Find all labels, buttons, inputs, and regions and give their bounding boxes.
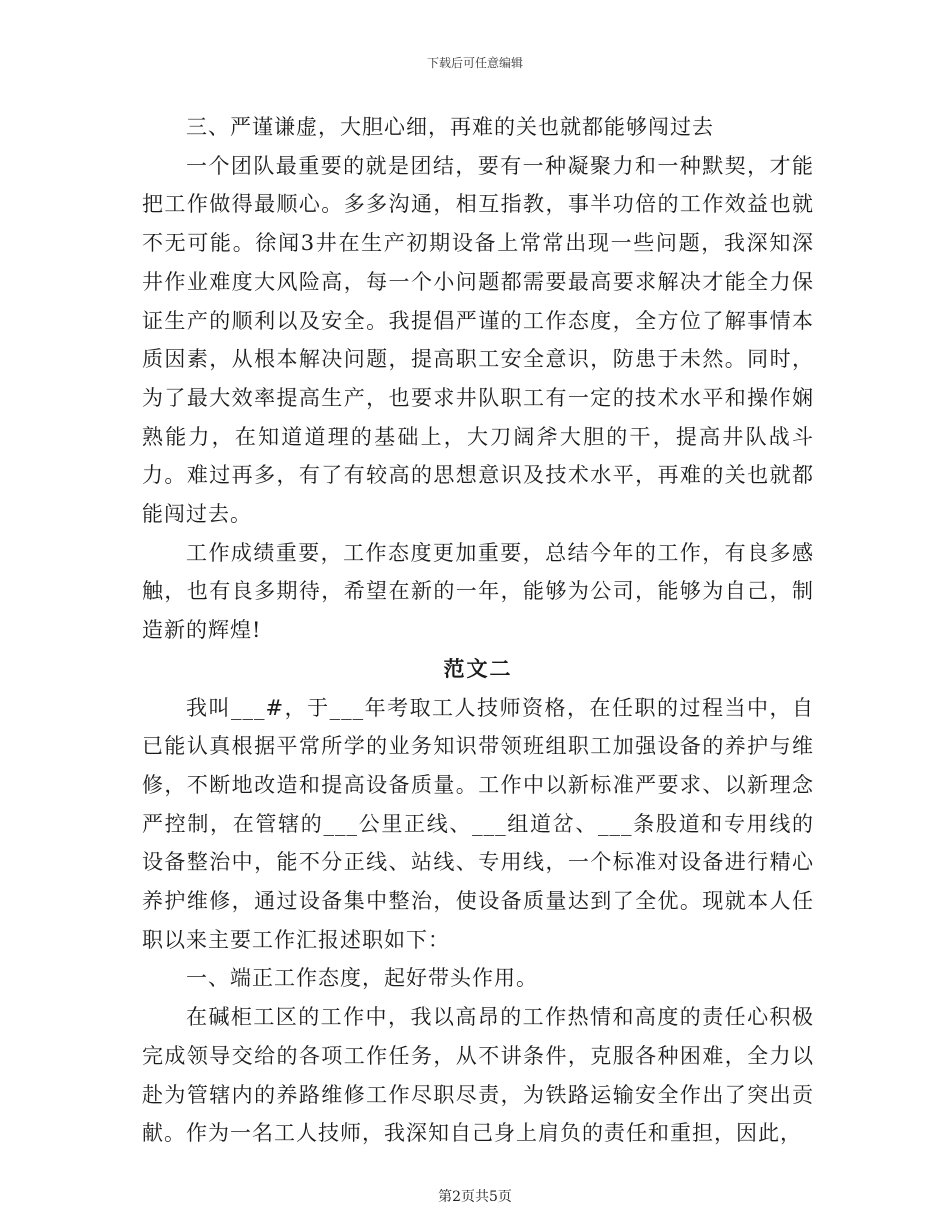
body-paragraph: 工作成绩重要，工作态度更加重要，总结今年的工作，有良多感触，也有良多期待，希望在新的一年，能够为公司，能够为自己，制造新的辉煌! (142, 540, 814, 643)
section-title-fanwen-2: 范文二 (443, 655, 513, 681)
body-paragraph: 我叫___#，于___年考取工人技师资格，在任职的过程当中，自已能认真根据平常所学的业务知识带领班组职工加强设备的养护与维修，不断地改造和提高设备质量。工作中以新标准严要求、以新理念严控制，在管辖的___公里正线、___组道岔、___条股道和专用线的设备整治中，能不分正线、站线、专用线，一个标准对设备进行精心养护维修，通过设备集中整治，使设备质量达到了全优。现就本人任职以来主要工作汇报述职如下： (142, 695, 814, 952)
body-paragraph: 在碱柜工区的工作中，我以高昂的工作热情和高度的责任心积极完成领导交给的各项工作任务，从不讲条件，克服各种困难，全力以赴为管辖内的养路维修工作尽职尽责，为铁路运输安全作出了突出贡献。作为一名工人技师，我深知自己身上肩负的责任和重担，因此， (142, 1005, 814, 1146)
page-number: 第2页共5页 (438, 1189, 512, 1205)
section-heading-3: 三、严谨谦虚，大胆心细，再难的关也就都能够闯过去 (186, 115, 714, 139)
page-header-note: 下载后可任意编辑 (426, 56, 523, 70)
subheading-1: 一、端正工作态度，起好带头作用。 (186, 966, 538, 991)
body-paragraph: 一个团队最重要的就是团结，要有一种凝聚力和一种默契，才能把工作做得最顺心。多多沟通，相互指教，事半功倍的工作效益也就不无可能。徐闻3井在生产初期设备上常常出现一些问题，我深知深井作业难度大风险高，每一个小问题都需要最高要求解决才能全力保证生产的顺利以及安全。我提倡严谨的工作态度，全方位了解事情本质因素，从根本解决问题，提高职工安全意识，防患于未然。同时，为了最大效率提高生产，也要求井队职工有一定的技术水平和操作娴熟能力，在知道道理的基础上，大刀阔斧大胆的干，提高井队战斗力。难过再多，有了有较高的思想意识及技术水平，再难的关也就都能闯过去。 (142, 153, 814, 527)
document-body (142, 108, 814, 1153)
